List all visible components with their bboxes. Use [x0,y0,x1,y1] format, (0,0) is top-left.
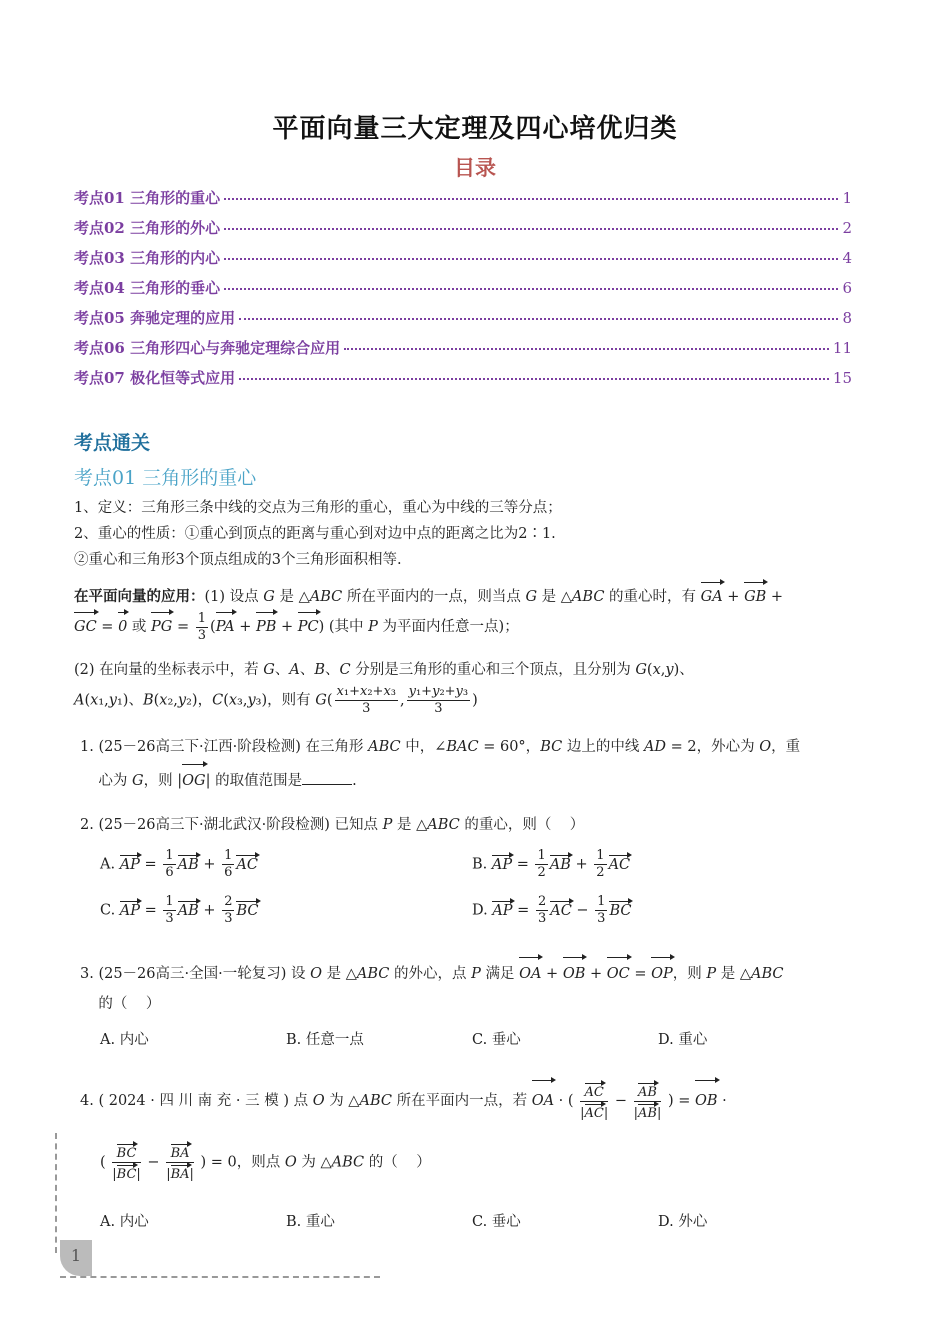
question-1: 1. (25－26高三下·江西·阶段检测) 在三角形 ABC 中，∠BAC = 60°，BC 边上的中线 AD = 2，外心为 O，重 心为 G，则 |OG| 的取值范围是 . [80,732,880,796]
q4-option-c[interactable]: C. 垂心 [472,1214,521,1230]
page-title: 平面向量三大定理及四心培优归类 [272,114,678,144]
toc-item[interactable]: 考点06 三角形四心与奔驰定理综合应用 11 [74,339,852,357]
q2-option-c[interactable]: C. AP = $\frac{1}{3}$ AB + $\frac{2}{3}$ BC [100,894,259,926]
margin-dash-vertical [55,1133,57,1253]
table-of-contents [74,187,852,397]
q2-option-d[interactable]: D. AP = $\frac{2}{3}$ AC − $\frac{1}{3}$ BC [472,894,632,926]
definition-2: 2、重心的性质：①重心到顶点的距离与重心到对边中点的距离之比为2∶1. [74,526,556,542]
q3-option-c[interactable]: C. 垂心 [472,1032,521,1048]
toc-item[interactable]: 考点03 三角形的内心 4 [74,249,852,267]
question-3: 3. (25－26高三·全国·一轮复习) 设 O 是 △ABC 的外心，点 P 满足 OA + OB + OC = OP，则 P 是 △ABC 的（ ） [80,955,880,1019]
sub-heading: 考点01 三角形的重心 [74,467,257,489]
definition-3: ②重心和三角形3个顶点组成的3个三角形面积相等. [74,552,402,568]
margin-dash-horizontal [60,1276,380,1278]
q4-option-a[interactable]: A. 内心 [100,1214,149,1230]
q2-option-b[interactable]: B. AP = $\frac{1}{2}$ AB + $\frac{1}{2}$ AC [472,848,631,880]
q3-option-a[interactable]: A. 内心 [100,1032,149,1048]
q3-option-d[interactable]: D. 重心 [658,1032,708,1048]
toc-item[interactable]: 考点05 奔驰定理的应用 8 [74,309,852,327]
toc-item[interactable]: 考点01 三角形的重心 1 [74,189,852,207]
coordinate-paragraph: (2) 在向量的坐标表示中，若 G、A、B、C 分别是三角形的重心和三个顶点，且分别为 G(x,y)、 A(x₁,y₁)、B(x₂,y₂)，C(x₃,y₃)，则有 G( $\frac{\text{x₁+x₂+x₃}}{3}$ , $\frac{\text{y₁+y₂+y₃}}{3}$ ) [74,662,694,716]
toc-item[interactable]: 考点07 极化恒等式应用 15 [74,369,852,387]
question-4: 4. ( 2024 · 四 川 南 充 · 三 模 ) 点 O 为 △ABC 所在平面内一点，若 OA · ( $\frac{AC}{|AC|}$ − $\frac{AB}{|AB|}$ ) = OB · [80,1078,880,1122]
toc-item[interactable]: 考点02 三角形的外心 2 [74,219,852,237]
question-4-continued: ( $\frac{BC}{|BC|}$ − $\frac{BA}{|BA|}$ ) = 0，则点 O 为 △ABC 的（ ） [100,1142,900,1183]
q4-option-d[interactable]: D. 外心 [658,1214,708,1230]
application-label: 在平面向量的应用： [74,588,205,605]
page-number: 1 [60,1240,92,1276]
q4-option-b[interactable]: B. 重心 [286,1214,335,1230]
toc-title: 目录 [454,156,496,180]
section-heading: 考点通关 [74,432,151,454]
application-paragraph: 在平面向量的应用：(1) 设点 G 是 △ABC 所在平面内的一点，则当点 G 是 △ABC 的重心时，有 GA + GB + GC = 0 或 PG = $\frac{1}{3}$ (PA + PB + PC) (其中 P 为平面内任意一点)； [74,580,874,644]
q2-option-a[interactable]: A. AP = $\frac{1}{6}$ AB + $\frac{1}{6}$ AC [100,848,258,880]
question-2: 2. (25－26高三下·湖北武汉·阶段检测) 已知点 P 是 △ABC 的重心，则（ ） [80,817,585,833]
definition-1: 1、定义：三角形三条中线的交点为三角形的重心，重心为中线的三等分点； [74,500,562,516]
toc-item[interactable]: 考点04 三角形的垂心 6 [74,279,852,297]
q3-option-b[interactable]: B. 任意一点 [286,1032,364,1048]
